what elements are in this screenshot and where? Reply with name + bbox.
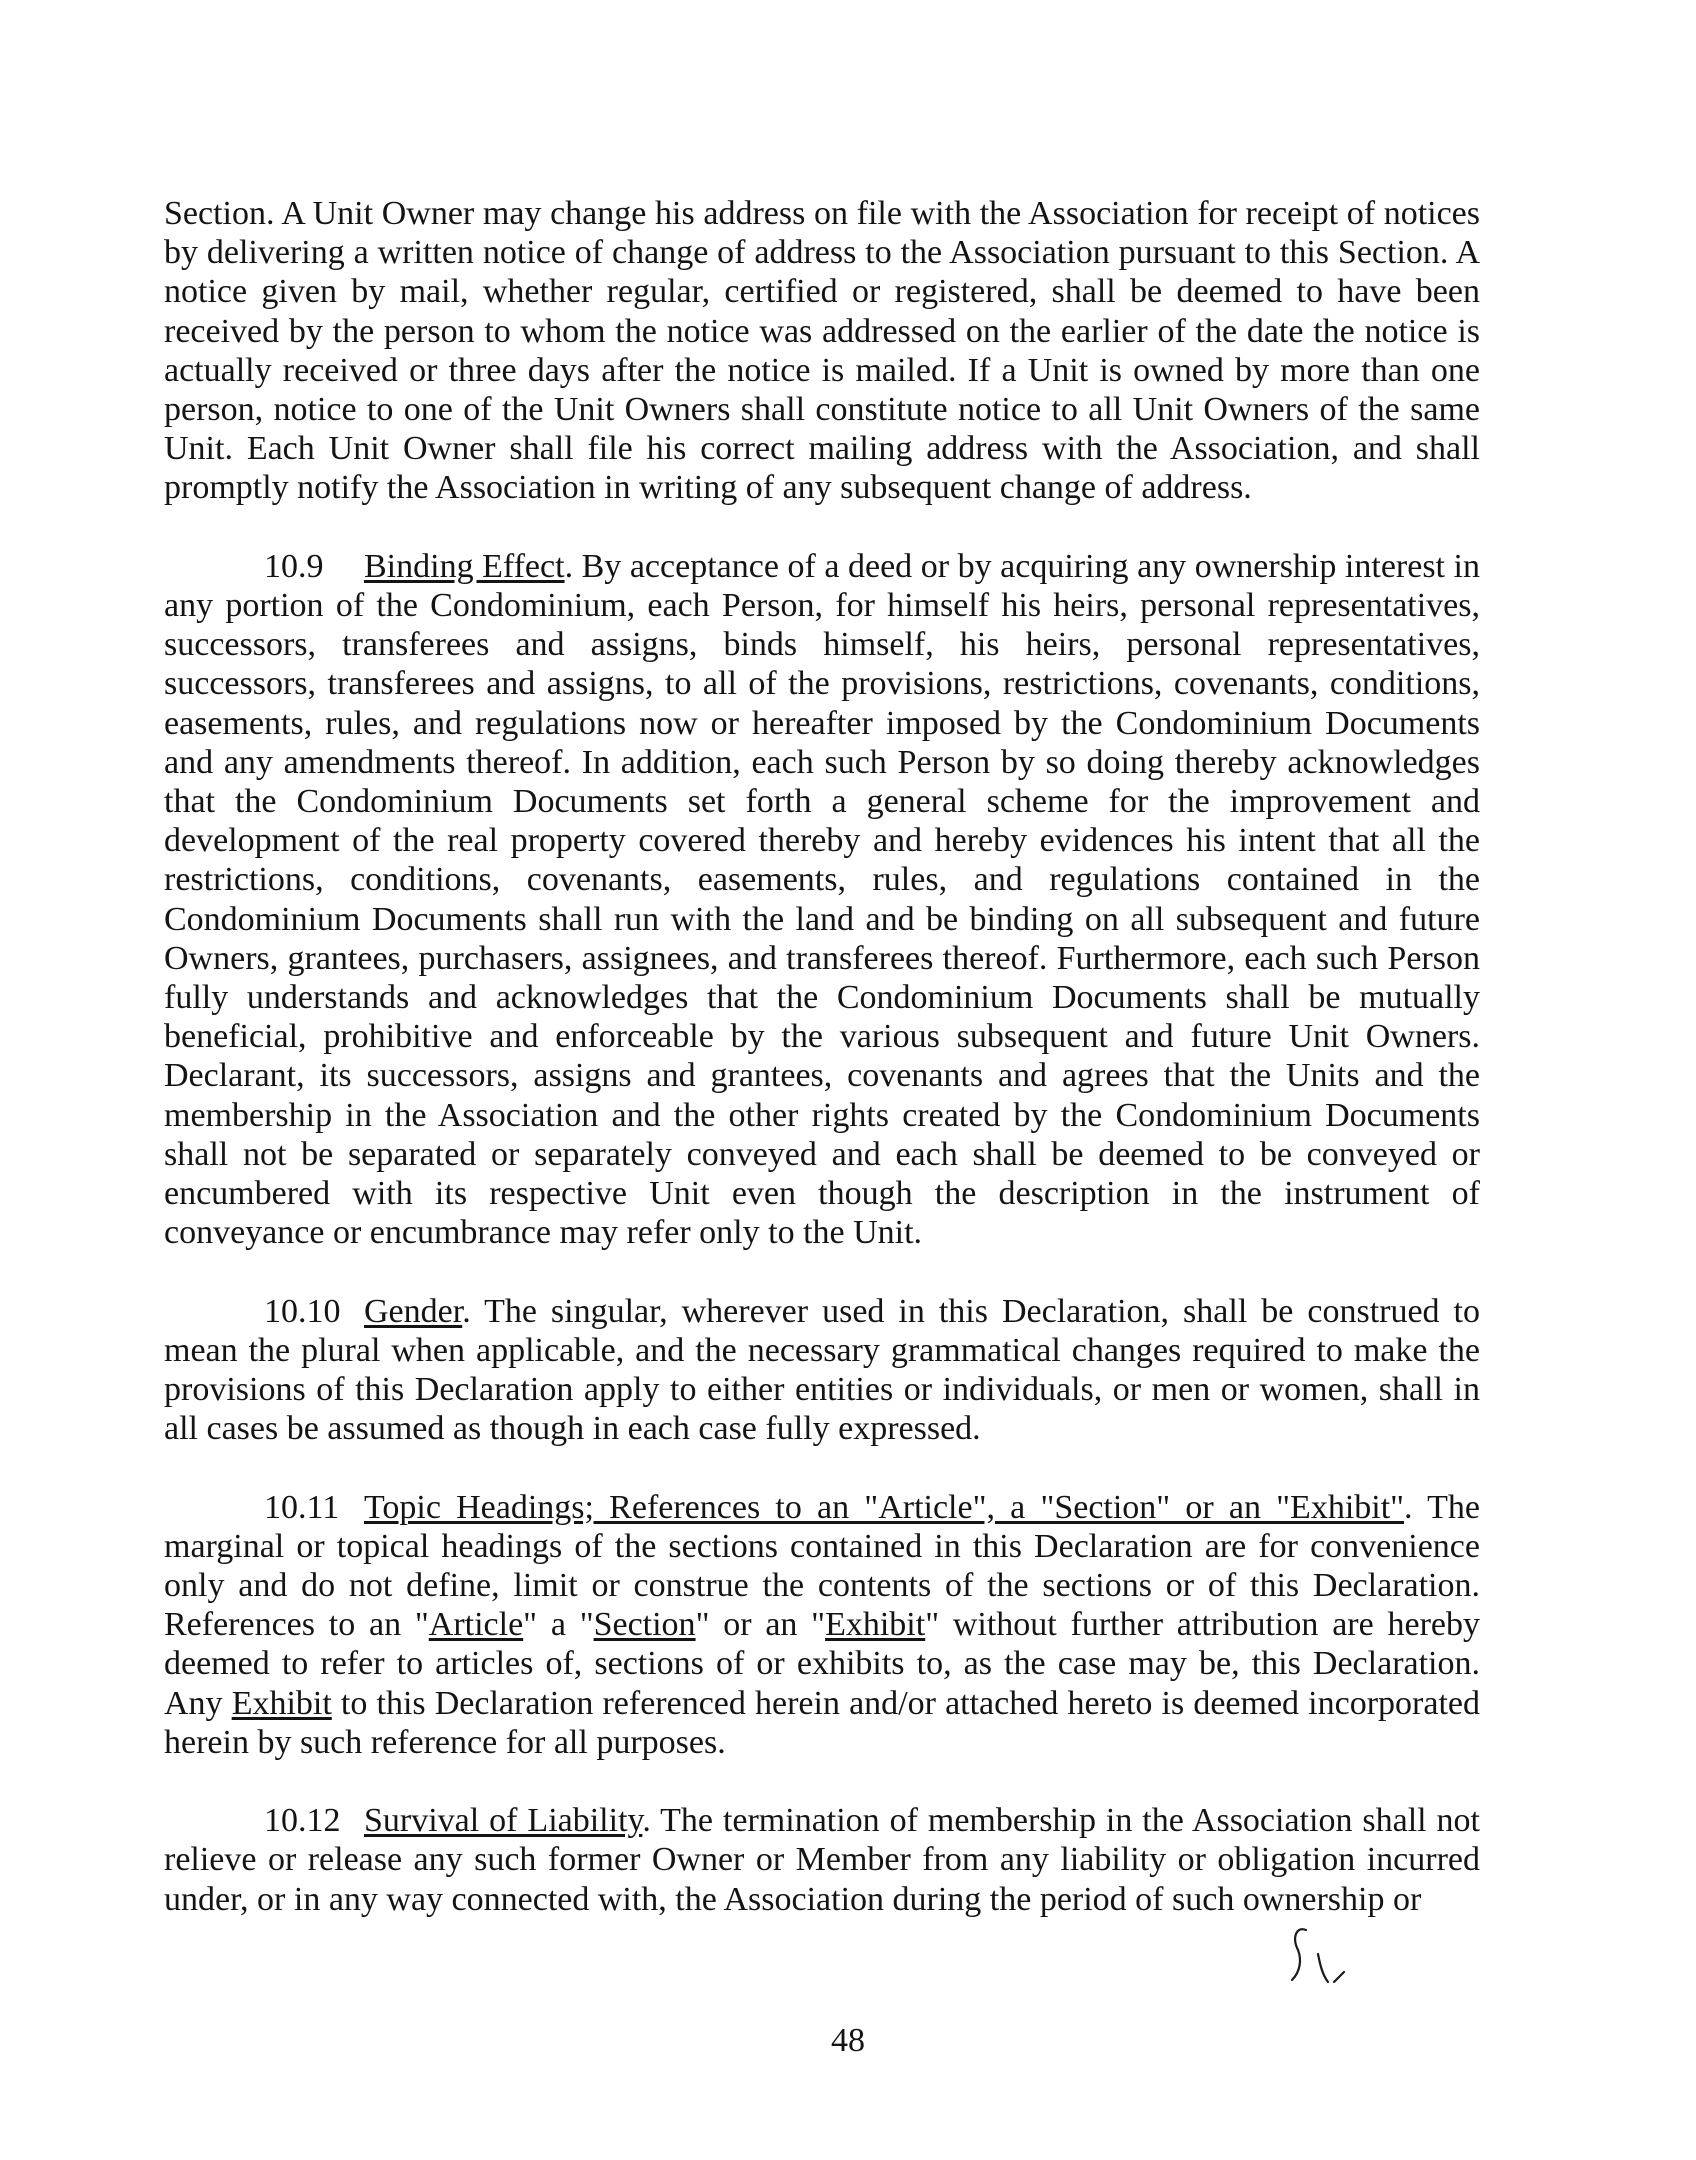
section-body: . By acceptance of a deed or by acquiring any ownership interest in any portion of the Condominium, each Person, for himself his heirs, personal representatives, successors, transferees and assigns, binds himself, his heirs, personal representatives, successors, transferees and assigns, to all of the provisions, restrictions, covenants, conditions, easements, rules, and regulations now or hereafter imposed by the Condominium Documents and any amendments thereof. In addition, each such Person by so doing thereby acknowledges that the Condominium Documents set forth a general scheme for the improvement and development of the real property covered thereby and hereby evidences his intent that all the restrictions, conditions, covenants, easements, rules, and regulations contained in the Condominium Documents shall run with the land and be binding on all subsequent and future Owners, grantees, purchasers, assignees, and transferees thereof. Furthermore, each such Person fully understands and acknowledges that the Condominium Documents shall be mutually beneficial, prohibitive and enforceable by the various subsequent and future Unit Owners. Declarant, its successors, assigns and grantees, covenants and agrees that the Units and the membership in the Association and the other rights created by the Condominium Documents shall not be separated or separately conveyed and each shall be deemed to be conveyed or encumbered with its respective Unit even though the description in the instrument of conveyance or encumbrance may refer only to the Unit. bbox=[164, 547, 1480, 1252]
section-heading: Gender bbox=[364, 1292, 463, 1330]
handwritten-initials bbox=[1278, 1916, 1368, 1996]
paragraph-notice-continuation bbox=[164, 194, 1480, 508]
section-10-9 bbox=[164, 547, 1480, 1253]
section-10-11 bbox=[164, 1488, 1480, 1762]
section-body-part: " or an " bbox=[695, 1606, 826, 1644]
page-number: 48 bbox=[831, 2022, 865, 2059]
section-term: Section bbox=[593, 1606, 696, 1644]
section-heading: Topic Headings; References to an "Article", a "Section" or an "Exhibit" bbox=[364, 1488, 1405, 1526]
section-heading: Survival of Liability bbox=[364, 1802, 643, 1840]
document-body bbox=[164, 194, 1480, 1958]
article-term: Article bbox=[428, 1606, 524, 1644]
section-number: 10.11 bbox=[264, 1488, 340, 1526]
section-body-part: " without further attribution are hereby deemed to refer to articles of, sections of or exhibits to, as the case may be, this Declaration. Any bbox=[164, 1606, 1480, 1722]
exhibit-term: Exhibit bbox=[825, 1606, 926, 1644]
section-number: 10.10 bbox=[264, 1292, 341, 1330]
section-number: 10.12 bbox=[264, 1802, 341, 1840]
section-body-part: " a " bbox=[523, 1606, 594, 1644]
section-heading: Binding Effect bbox=[364, 547, 565, 585]
section-number: 10.9 bbox=[264, 547, 324, 585]
section-body-part: . The marginal or topical headings of the sections contained in this Declaration are for convenience only and do not define, limit or construe the contents of the sections or of this Declaration. References to an " bbox=[164, 1488, 1480, 1644]
section-10-12 bbox=[164, 1801, 1480, 1919]
exhibit-term: Exhibit bbox=[231, 1684, 332, 1722]
section-10-10 bbox=[164, 1292, 1480, 1449]
section-body: . The termination of membership in the Association shall not relieve or release any such former Owner or Member from any liability or obligation incurred under, or in any way connected with, the Association during the period of such ownership or bbox=[164, 1802, 1480, 1918]
section-body: . The singular, wherever used in this Declaration, shall be construed to mean the plural when applicable, and the necessary grammatical changes required to make the provisions of this Declaration apply to either entities or individuals, or men or women, shall in all cases be assumed as though in each case fully expressed. bbox=[164, 1292, 1480, 1448]
section-body-part: to this Declaration referenced herein and/or attached hereto is deemed incorporated herein by such reference for all purposes. bbox=[164, 1684, 1480, 1761]
paragraph-text: Section. A Unit Owner may change his address on file with the Association for receipt of notices by delivering a written notice of change of address to the Association pursuant to this Section. A notice given by mail, whether regular, certified or registered, shall be deemed to have been received by the person to whom the notice was addressed on the earlier of the date the notice is actually received or three days after the notice is mailed. If a Unit is owned by more than one person, notice to one of the Unit Owners shall constitute notice to all Unit Owners of the same Unit. Each Unit Owner shall file his correct mailing address with the Association, and shall promptly notify the Association in writing of any subsequent change of address. bbox=[164, 195, 1480, 507]
